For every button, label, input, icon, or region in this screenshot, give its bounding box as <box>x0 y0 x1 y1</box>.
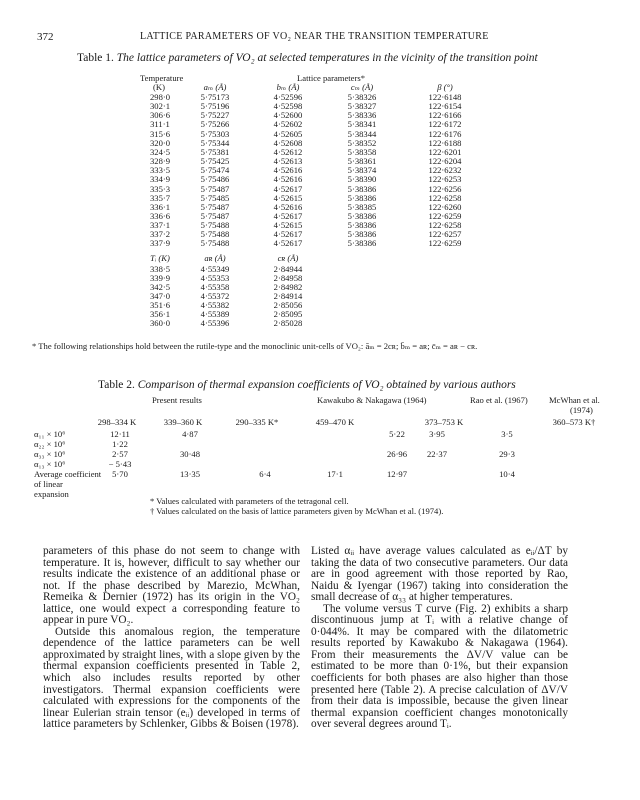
table-cell: 4·55389 <box>200 309 230 320</box>
table-cell: 4·52617 <box>273 183 303 194</box>
table-cell: 26·96 <box>386 449 408 459</box>
table-cell: 4·55372 <box>200 291 230 301</box>
table-cell: 347·0 <box>149 291 171 301</box>
table-cell: 5·75266 <box>200 119 230 130</box>
table-cell: 22·37 <box>426 449 448 459</box>
table-cell: 337·9 <box>149 238 171 249</box>
table-cell: 122·6258 <box>428 220 462 231</box>
table-cell: 5·38352 <box>347 137 377 148</box>
table-cell: 5·75196 <box>200 101 230 112</box>
table-cell: 5·75474 <box>200 165 230 176</box>
table-cell: 5·75227 <box>200 110 230 121</box>
table-cell: 122·6259 <box>428 210 462 221</box>
table-cell: 335·7 <box>149 192 171 203</box>
range-header: 360–573 K† <box>552 417 596 427</box>
table-cell: 4·52596 <box>273 92 303 102</box>
range-header: 373–753 K <box>424 417 464 427</box>
table-cell: 337·1 <box>149 220 171 231</box>
table-cell: 5·75487 <box>200 210 230 221</box>
table-cell: 5·75485 <box>200 192 230 203</box>
table-cell: 122·6154 <box>428 101 462 112</box>
table-cell: 122·6204 <box>428 156 462 167</box>
table-cell: 302·1 <box>149 101 171 112</box>
table-cell: 122·6188 <box>428 137 462 148</box>
table-cell: 5·75488 <box>200 229 230 240</box>
table1-footnote: * The following relationships hold between the rutile-type and the monoclinic unit-cells of VO₂: āₘ = 2cʀ; b̄ₘ = aʀ; c̄ₘ = aʀ − cʀ. <box>32 341 478 351</box>
table-cell: 5·38386 <box>347 220 377 231</box>
table-cell: 5·38385 <box>347 201 377 212</box>
table-cell: 122·6260 <box>428 201 462 212</box>
range-header: 339–360 K <box>163 417 203 427</box>
table-cell: 1·22 <box>112 439 128 449</box>
row-label: Average coefficient <box>34 469 102 479</box>
table-cell: 12·11 <box>110 429 130 439</box>
table-cell: 339·9 <box>149 272 171 283</box>
table-cell: 12·97 <box>386 469 408 479</box>
table-cell: 4·52608 <box>273 137 303 148</box>
table-cell: 334·9 <box>149 174 171 185</box>
table-cell: 4·55358 <box>200 281 230 292</box>
table1-label: Table 1. <box>77 52 114 64</box>
page-number: 372 <box>37 31 54 43</box>
table-cell: 4·55353 <box>200 272 230 283</box>
source-header: Present results <box>152 395 202 405</box>
table-cell: 5·38386 <box>347 238 377 249</box>
table-cell: 122·6172 <box>428 119 462 130</box>
table-cell: 5·38390 <box>347 174 377 185</box>
table-cell: 335·3 <box>149 183 171 194</box>
table-cell: 122·6201 <box>428 146 462 157</box>
table-cell: 337·2 <box>149 229 171 240</box>
table-cell: 4·52616 <box>273 174 303 185</box>
running-head: LATTICE PARAMETERS OF VO₂ NEAR THE TRANSITION TEMPERATURE <box>140 31 489 42</box>
table-cell: 351·6 <box>149 300 171 311</box>
table2-caption-text: Comparison of thermal expansion coefficients of VO₂ obtained by various authors <box>137 379 516 391</box>
table-cell: 4·52612 <box>273 146 303 157</box>
table-cell: 2·85056 <box>273 300 303 311</box>
table-cell: 5·75486 <box>200 174 230 185</box>
column-header: Tᵢ (K) <box>150 252 170 263</box>
body-paragraph: Outside this anomalous region, the temperature dependence of the lattice parameters can be well approximated by straight lines, with a slope given by the thermal expansion coefficients presented in Table 2, which also includes results reported by other investigators. Thermal expansion coefficients were calculated with expressions for the components of the linear Eulerian strain tensor (eᵢᵢ) developed in terms of lattice parameters by Schlenker, Gibbs & Boisen (1978). <box>43 625 300 731</box>
column-header: cʀ (Å) <box>277 252 299 263</box>
table-cell: 360·0 <box>149 318 171 329</box>
table-cell: 5·38386 <box>347 183 377 194</box>
table-cell: 315·6 <box>149 128 171 139</box>
table-cell: 2·85028 <box>273 318 303 329</box>
table-cell: 3·5 <box>501 429 513 439</box>
body-right-column <box>311 546 568 731</box>
table-cell: 2·85095 <box>273 309 303 320</box>
table2-footnote: † Values calculated on the basis of lattice parameters given by McWhan et al. (1974). <box>150 506 444 516</box>
table2-caption <box>98 379 516 391</box>
table-cell: 10·4 <box>499 469 515 479</box>
table-cell: 5·38374 <box>347 165 377 176</box>
table-cell: 5·75344 <box>200 137 230 148</box>
column-header: aʀ (Å) <box>204 252 226 263</box>
table-cell: 356·1 <box>149 309 171 320</box>
table-cell: 5·38326 <box>347 92 377 102</box>
table-cell: 17·1 <box>327 469 343 479</box>
table-cell: 13·35 <box>179 469 201 479</box>
body-paragraph: parameters of this phase do not seem to change with temperature. It is, however, difficult to say whether our results indicate the existence of an additional phase or not. If the phase described by Marezio, McWhan, Remeika & Dernier (1972) has its origin in the VO₂ lattice, one would expect a corresponding feature to appear in pure VO₂. <box>43 545 300 627</box>
range-header: 298–334 K <box>97 417 137 427</box>
table-cell: 2·57 <box>112 449 128 459</box>
table-cell: 4·52600 <box>273 110 303 121</box>
table-cell: 4·55396 <box>200 318 230 329</box>
column-header: β (°) <box>437 82 453 92</box>
table-cell: 122·6166 <box>428 110 462 121</box>
table-cell: 3·95 <box>429 429 445 439</box>
table-cell: 2·84958 <box>273 272 303 283</box>
table-cell: 311·1 <box>150 119 170 130</box>
source-header: McWhan et al. <box>549 395 600 405</box>
table-cell: 5·75487 <box>200 201 230 212</box>
table-cell: 5·75487 <box>200 183 230 194</box>
table-cell: 4·52615 <box>273 220 303 231</box>
table-cell: 4·52616 <box>273 201 303 212</box>
table-cell: 4·52598 <box>273 101 303 112</box>
column-header: cₘ (Å) <box>350 82 374 92</box>
table-cell: 4·52617 <box>273 229 303 240</box>
row-label: α₂₂ × 10⁶ <box>34 439 66 449</box>
table-cell: 5·75381 <box>200 146 230 157</box>
table-cell: 338·5 <box>149 263 171 274</box>
table2-footnote: * Values calculated with parameters of the tetragonal cell. <box>150 496 349 506</box>
table-cell: − 5·43 <box>108 459 132 469</box>
table-cell: 5·38327 <box>347 101 377 112</box>
row-label: α₁₁ × 10⁶ <box>34 429 66 439</box>
table-cell: 336·6 <box>149 210 171 221</box>
column-header: aₘ (Å) <box>203 82 227 92</box>
table-cell: 5·38358 <box>347 146 377 157</box>
table-cell: 122·6257 <box>428 229 462 240</box>
table2-label: Table 2. <box>98 379 135 391</box>
table-cell: 122·6256 <box>428 183 462 194</box>
table-cell: 5·75173 <box>200 92 230 102</box>
table-cell: 4·52615 <box>273 192 303 203</box>
body-left-column <box>43 546 300 731</box>
table-cell: 5·75303 <box>200 128 230 139</box>
table1-caption <box>77 52 538 64</box>
table1-caption-text: The lattice parameters of VO₂ at selected temperatures in the vicinity of the transition point <box>116 52 538 64</box>
table-cell: 4·52613 <box>273 156 303 167</box>
table-cell: 333·5 <box>149 165 171 176</box>
table-cell: 5·22 <box>389 429 405 439</box>
table-cell: 122·6253 <box>428 174 462 185</box>
table-cell: 5·38361 <box>347 156 377 167</box>
table-cell: 30·48 <box>179 449 201 459</box>
table-cell: 2·84914 <box>273 291 303 301</box>
source-header: Rao et al. (1967) <box>470 395 528 405</box>
table-cell: 5·75488 <box>200 220 230 231</box>
table-cell: 122·6148 <box>428 92 462 102</box>
table-cell: 4·55382 <box>200 300 230 311</box>
table-cell: 324·5 <box>149 146 171 157</box>
row-label: α₃₃ × 10⁶ <box>34 449 66 459</box>
table-cell: 2·84982 <box>273 281 303 292</box>
table-cell: 5·38344 <box>347 128 377 139</box>
table-cell: 306·6 <box>149 110 171 121</box>
table-cell: 4·52602 <box>273 119 303 130</box>
table-cell: 4·52616 <box>273 165 303 176</box>
row-label: expansion <box>34 489 69 499</box>
table-cell: 5·38386 <box>347 210 377 221</box>
table-cell: 4·52617 <box>273 238 303 249</box>
lattice-parameters-header: Lattice parameters* <box>297 73 365 83</box>
table-cell: 5·70 <box>112 469 128 479</box>
table-cell: 6·4 <box>259 469 271 479</box>
temperature-unit-header: (K) <box>153 82 165 92</box>
table-cell: 5·38386 <box>347 229 377 240</box>
table-cell: 122·6232 <box>428 165 462 176</box>
table-cell: 328·9 <box>149 156 171 167</box>
table-cell: 336·1 <box>149 201 171 212</box>
table-cell: 4·52605 <box>273 128 303 139</box>
table-cell: 2·84944 <box>273 263 303 274</box>
table-cell: 5·38336 <box>347 110 377 121</box>
table-cell: 5·75425 <box>200 156 230 167</box>
table-cell: 320·0 <box>149 137 171 148</box>
table-cell: 5·38386 <box>347 192 377 203</box>
column-header: bₘ (Å) <box>276 82 300 92</box>
body-paragraph: Listed αᵢᵢ have average values calculated as eᵢᵢ/ΔT by taking the data of two consecutive parameters. Our data are in good agreement with those reported by Rao, Naidu & Iyengar (1967) taking into consideration the small decrease of α₃₃ at higher temperatures. <box>311 545 568 604</box>
table-cell: 4·87 <box>182 429 198 439</box>
body-paragraph: The volume versus T curve (Fig. 2) exhibits a sharp discontinuous jump at Tᵢ with a relative change of 0·044%. It may be compared with the dilatometric results reported by Kawakubo & Nakagawa (1964). From their measurements the ΔV/V value can be estimated to be more than 0·1%, but their expansion coefficients for both phases are also higher than those presented here (Table 2). A precise calculation of ΔV/V from their data is impossible, because the given linear thermal expansion coefficient changes monotonically over several degrees around Tᵢ. <box>311 602 568 731</box>
range-header: 459–470 K <box>315 417 355 427</box>
table-cell: 122·6259 <box>428 238 462 249</box>
temperature-header: Temperature <box>140 73 184 83</box>
table-cell: 342·5 <box>149 281 171 292</box>
table-cell: 4·52617 <box>273 210 303 221</box>
source-header: Kawakubo & Nakagawa (1964) <box>317 395 427 405</box>
table-cell: 29·3 <box>499 449 515 459</box>
table-cell: 5·75488 <box>200 238 230 249</box>
range-header: 290–335 K* <box>235 417 279 427</box>
table-cell: 122·6176 <box>428 128 462 139</box>
table-cell: 122·6258 <box>428 192 462 203</box>
row-label: of linear <box>34 479 63 489</box>
table-cell: 298·0 <box>149 92 171 102</box>
row-label: α₁₃ × 10⁶ <box>34 459 66 469</box>
table-cell: 5·38341 <box>347 119 377 130</box>
table-cell: 4·55349 <box>200 263 230 274</box>
source-header: (1974) <box>570 405 593 415</box>
